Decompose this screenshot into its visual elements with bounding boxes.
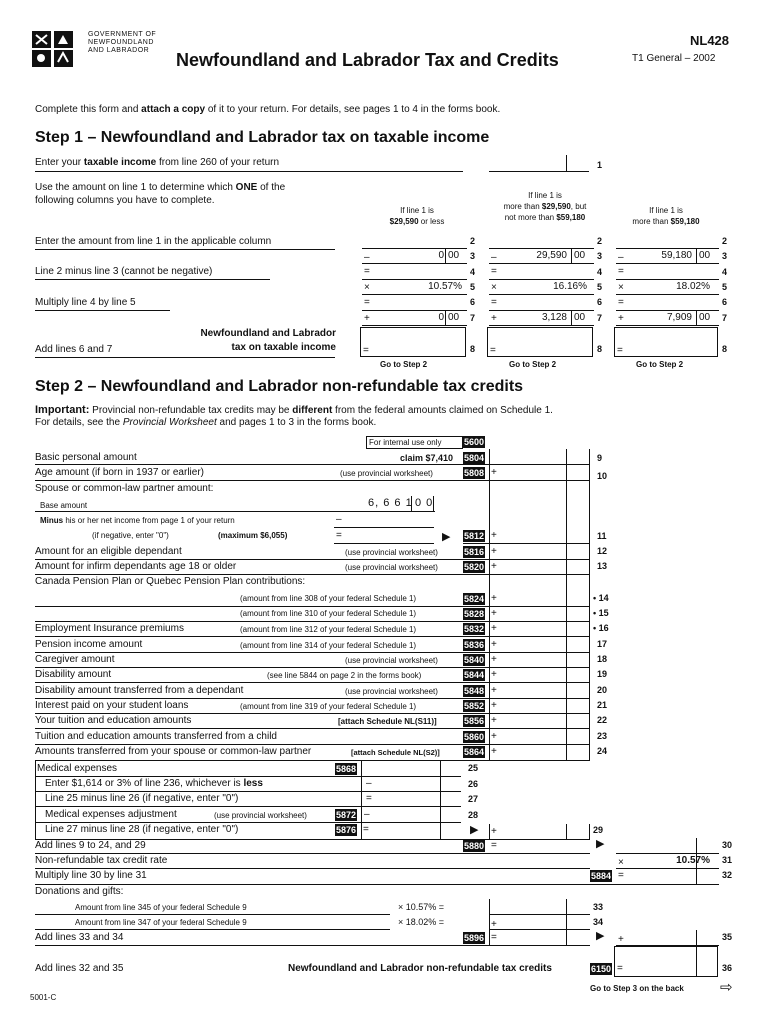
arrow-right-outline-icon: ⇨ <box>720 979 733 996</box>
line25-label: Medical expenses <box>37 763 118 774</box>
donations-heading: Donations and gifts: <box>35 886 124 897</box>
c1-line7-dollars: 0 <box>438 312 444 323</box>
step2-heading: Step 2 – Newfoundland and Labrador non-refundable tax credits <box>35 378 524 395</box>
line22-field[interactable] <box>35 728 590 729</box>
c1-go-step2: Go to Step 2 <box>380 360 428 369</box>
c2-line6-field[interactable] <box>489 310 594 311</box>
minus-net-income-label: Minus his or her net income from page 1 of your return <box>40 516 235 525</box>
line36-label: Add lines 32 and 35 <box>35 963 124 974</box>
line32-field[interactable] <box>35 884 719 885</box>
arrow-right-icon: ▶ <box>442 531 451 543</box>
line28-label: Medical expenses adjustment <box>45 809 177 820</box>
line13-label: Amount for infirm dependants age 18 or older <box>35 561 237 572</box>
line36-total-box[interactable] <box>614 946 718 977</box>
line31-label: Non-refundable tax credit rate <box>35 855 168 866</box>
coat-of-arms-logo <box>31 30 75 68</box>
c3-line7-dollars: 7,909 <box>666 312 692 323</box>
c3-line4-field[interactable] <box>616 279 719 280</box>
step1-line1-label: Enter your taxable income from line 260 of your return <box>35 157 280 168</box>
credit-rate-value: 10.57% <box>676 855 710 866</box>
gov-line3: AND LABRADOR <box>88 47 150 54</box>
base-amount-label: Base amount <box>40 501 88 510</box>
c2-line3-dollars: 29,590 <box>536 250 567 261</box>
total-credits-label: Newfoundland and Labrador non-refundable tax credits <box>288 963 552 974</box>
arrow-right-icon: ▶ <box>596 930 605 942</box>
line16-label: Employment Insurance premiums <box>35 623 184 634</box>
line24-label: Amounts transferred from your spouse or common-law partner <box>35 746 312 757</box>
line32-label: Multiply line 30 by line 31 <box>35 870 147 881</box>
line23-label: Tuition and education amounts transferred from a child <box>35 731 277 742</box>
line35-label: Add lines 33 and 34 <box>35 932 124 943</box>
c3-go-step2: Go to Step 2 <box>636 360 684 369</box>
line29-label: Line 27 minus line 28 (if negative, enter "0") <box>45 824 239 835</box>
c3-line3-dollars: 59,180 <box>661 250 692 261</box>
row2-label: Enter the amount from line 1 in the applicable column <box>35 236 272 247</box>
row5-label: Multiply line 4 by line 5 <box>35 297 136 308</box>
line28-field[interactable] <box>35 822 461 823</box>
line18-field[interactable] <box>35 667 590 668</box>
line19-field[interactable] <box>35 682 590 683</box>
details-note: For details, see the Provincial Worksheet and pages 1 to 3 in the forms book. <box>35 417 377 428</box>
c1-total-box[interactable] <box>360 327 466 357</box>
line27-field[interactable] <box>35 806 461 807</box>
line12-label: Amount for an eligible dependant <box>35 546 182 557</box>
gov-line1: GOVERNMENT OF <box>88 31 157 38</box>
gov-line2: NEWFOUNDLAND <box>88 39 154 46</box>
line27-label: Line 25 minus line 26 (if negative, enter "0") <box>45 793 239 804</box>
c1-line4-field[interactable] <box>362 279 467 280</box>
line21-label: Interest paid on your student loans <box>35 700 189 711</box>
line12-field[interactable] <box>35 559 590 560</box>
intro-text: Complete this form and attach a copy of it to your return. For details, see pages 1 to 4 in the forms book. <box>35 104 501 115</box>
arrow-right-icon: ▶ <box>596 838 605 850</box>
line17-field[interactable] <box>35 652 590 653</box>
column3-header: If line 1 is more than $59,180 <box>632 206 700 226</box>
c1-rate: 10.57% <box>428 281 462 292</box>
form-code: NL428 <box>690 33 730 48</box>
c1-line6-field[interactable] <box>362 310 467 311</box>
go-to-step3: Go to Step 3 on the back <box>590 984 684 993</box>
c3-total-box[interactable] <box>614 327 718 357</box>
line25-field[interactable] <box>35 776 461 777</box>
line30-amount-field[interactable] <box>616 853 719 854</box>
taxable-income-field[interactable] <box>489 171 589 172</box>
spouse-net-income-field[interactable] <box>334 527 434 528</box>
arrow-right-icon: ▶ <box>470 824 479 836</box>
line34-field[interactable] <box>489 929 590 930</box>
step1-instruction: Use the amount on line 1 to determine which ONE of the following columns you have to complete. <box>35 182 286 206</box>
c1-line3-dollars: 0 <box>438 250 444 261</box>
government-wordmark <box>88 31 156 55</box>
line9-label: Basic personal amount <box>35 452 137 463</box>
base-amount-cents: 0 0 <box>415 497 434 509</box>
step1-heading: Step 1 – Newfoundland and Labrador tax on taxable income <box>35 129 490 146</box>
c2-line4-field[interactable] <box>489 279 594 280</box>
form-title: Newfoundland and Labrador Tax and Credits <box>176 50 559 70</box>
form-number: 5001-C <box>30 993 57 1002</box>
line10-field[interactable] <box>35 480 590 481</box>
base-amount-dollars: 6, 6 6 1 <box>368 497 413 509</box>
c2-go-step2: Go to Step 2 <box>509 360 557 369</box>
c2-line7-dollars: 3,128 <box>541 312 567 323</box>
line33-field[interactable] <box>489 914 590 915</box>
line10-label: Age amount (if born in 1937 or earlier) <box>35 467 204 478</box>
column1-header: If line 1 is $29,590 or less <box>389 206 445 226</box>
line18-label: Caregiver amount <box>35 654 115 665</box>
line9-field[interactable] <box>35 464 590 465</box>
line16-field[interactable] <box>35 636 590 637</box>
line13-field[interactable] <box>35 574 590 575</box>
line26-label: Enter $1,614 or 3% of line 236, whichever is less <box>45 778 263 789</box>
spouse-heading: Spouse or common-law partner amount: <box>35 483 214 494</box>
line23-field[interactable] <box>35 744 590 745</box>
line30-label: Add lines 9 to 24, and 29 <box>35 840 146 851</box>
line22-label: Your tuition and education amounts <box>35 715 192 726</box>
line21-field[interactable] <box>35 713 590 714</box>
column2-header: If line 1 is more than $29,590, but not more than $59,180 <box>503 191 587 222</box>
line15-field[interactable] <box>35 621 590 622</box>
row7-label: Add lines 6 and 7 <box>35 344 113 355</box>
line19-label: Disability amount <box>35 669 112 680</box>
line17-label: Pension income amount <box>35 639 143 650</box>
line11-field[interactable] <box>463 543 590 544</box>
internal-use-box: For internal use only <box>366 436 463 449</box>
form-subtitle: T1 General – 2002 <box>632 53 716 64</box>
cpp-heading: Canada Pension Plan or Quebec Pension Plan contributions: <box>35 576 306 587</box>
c2-total-box[interactable] <box>487 327 593 357</box>
line26-field[interactable] <box>35 791 461 792</box>
important-note: Important: Provincial non-refundable tax credits may be different from the federal amounts claimed on Schedule 1. <box>35 404 553 416</box>
c2-rate: 16.16% <box>553 281 587 292</box>
line24-field[interactable] <box>35 760 590 761</box>
c3-rate: 18.02% <box>676 281 710 292</box>
line20-field[interactable] <box>35 698 590 699</box>
row3-label: Line 2 minus line 3 (cannot be negative) <box>35 266 213 277</box>
line30-field[interactable] <box>35 853 590 854</box>
total-tax-label: Newfoundland and Labrador tax on taxable income <box>200 328 336 353</box>
line14-field[interactable] <box>35 606 590 607</box>
c3-line6-field[interactable] <box>616 310 719 311</box>
line20-label: Disability amount transferred from a dependant <box>35 685 244 696</box>
code-5600: 5600 <box>464 437 485 447</box>
